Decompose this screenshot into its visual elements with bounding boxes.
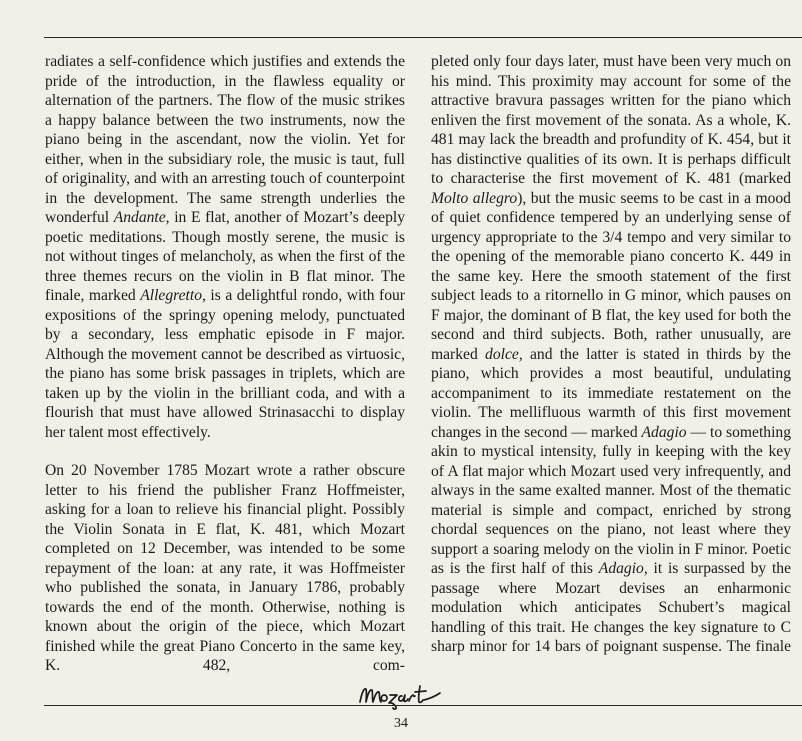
text-run: is a delightful rondo, with four expositions of the springy opening melody, punctuated by a secondary, less emphatic episode in F major. Although the movement cannot be described as virtuosic, the piano has some brisk passages in triplets, which are taken up by the violin in the brilliant coda, and with a flourish that must have allowed Strinasacchi to display her talent most effectively. [45, 287, 406, 441]
italic-term: Allegretto, [140, 287, 206, 304]
paragraph-sonata-k481-intro [45, 461, 405, 676]
text-run: — to something akin to mystical intensity, fully in keeping with the key of A flat major which Mozart used very infrequently, and always in the same exalted manner. Most of the thematic material is simple and compact, enriched by strong chordal sequences on the piano, not least where they support a soaring melody on the violin in F minor. Poetic as is the first half of this [431, 423, 792, 577]
italic-term: dolce, [485, 345, 523, 363]
italic-term: Molto allegro [431, 189, 518, 207]
text-run: On 20 November 1785 Mozart wrote a rather obscure letter to his friend the publisher Franz Hoffmeister, asking for a loan to relieve his financial plight. Possibly the Violin Sonata in E flat, K. 481, which Mozart completed on 12 December, was intended to be some repayment of the loan: at any rate, it was Hoffmeister who published the sonata, in January 1786, probably towards the end of the month. Otherwise, nothing is known about the origin of the piece, which Mozart finished while the great Piano Concerto in the same key, K. 482, com- [45, 462, 405, 674]
left-column [45, 52, 405, 676]
italic-term: Adagio, [598, 560, 648, 577]
italic-term: Andante, [113, 209, 170, 226]
right-column [431, 52, 791, 657]
text-run: in E flat, another of Mozart’s deeply poetic meditations. Though mostly serene, the music is not without tinges of melancholy, as when the first of the three themes recurs on the violin in B flat minor. The finale, marked [45, 209, 405, 304]
paragraph-sonata-k481-analysis [431, 52, 791, 657]
page-number: 34 [394, 716, 408, 731]
text-run: radiates a self-confidence which justifies and extends the pride of the introduction, in the flawless equality or alternation of the partners. The flow of the music strikes a happy balance between the two instruments, now the piano being in the ascendant, now the violin. Yet for either, when in the subsidiary role, the music is taut, full of originality, and with an arresting touch of counterpoint in the development. The same strength underlies the wonderful [45, 53, 405, 226]
text-run: pleted only four days later, must have been very much on his mind. This proximity may account for some of the attractive bravura passages written for the piano which enliven the first movement of the sonata. As a whole, K. 481 may lack the breadth and profundity of K. 454, but it has distinctive qualities of its own. It is perhaps difficult to characterise the first movement of K. 481 (marked [431, 53, 791, 187]
paragraph-sonata-k454-continued [45, 52, 405, 442]
text-run: and the latter is stated in thirds by the piano, which provides a most beautiful, undulating accompaniment to its immediate restatement on the violin. The mellifluous warmth of this first movement changes in the second — marked [431, 345, 791, 441]
text-run: ), but the music seems to be cast in a mood of quiet confidence tempered by an underlying sense of urgency appropriate to the 3/4 tempo and very similar to the opening of the memorable piano concerto K. 449 in the same key. Here the smooth statement of the first subject leads to a ritornello in G minor, which pauses on F major, the dominant of B flat, the key used for both the second and third subjects. Both, rather unusually, are marked [431, 189, 791, 363]
bottom-rule [44, 705, 802, 706]
top-rule [44, 37, 802, 38]
italic-term: Adagio [641, 423, 687, 441]
text-run: it is surpassed by the passage where Mozart devises an enharmonic modulation which anticipates Schubert’s magical handling of this trait. He changes the key signature to C sharp minor for 14 bars of poignant suspense. The finale [431, 560, 791, 655]
